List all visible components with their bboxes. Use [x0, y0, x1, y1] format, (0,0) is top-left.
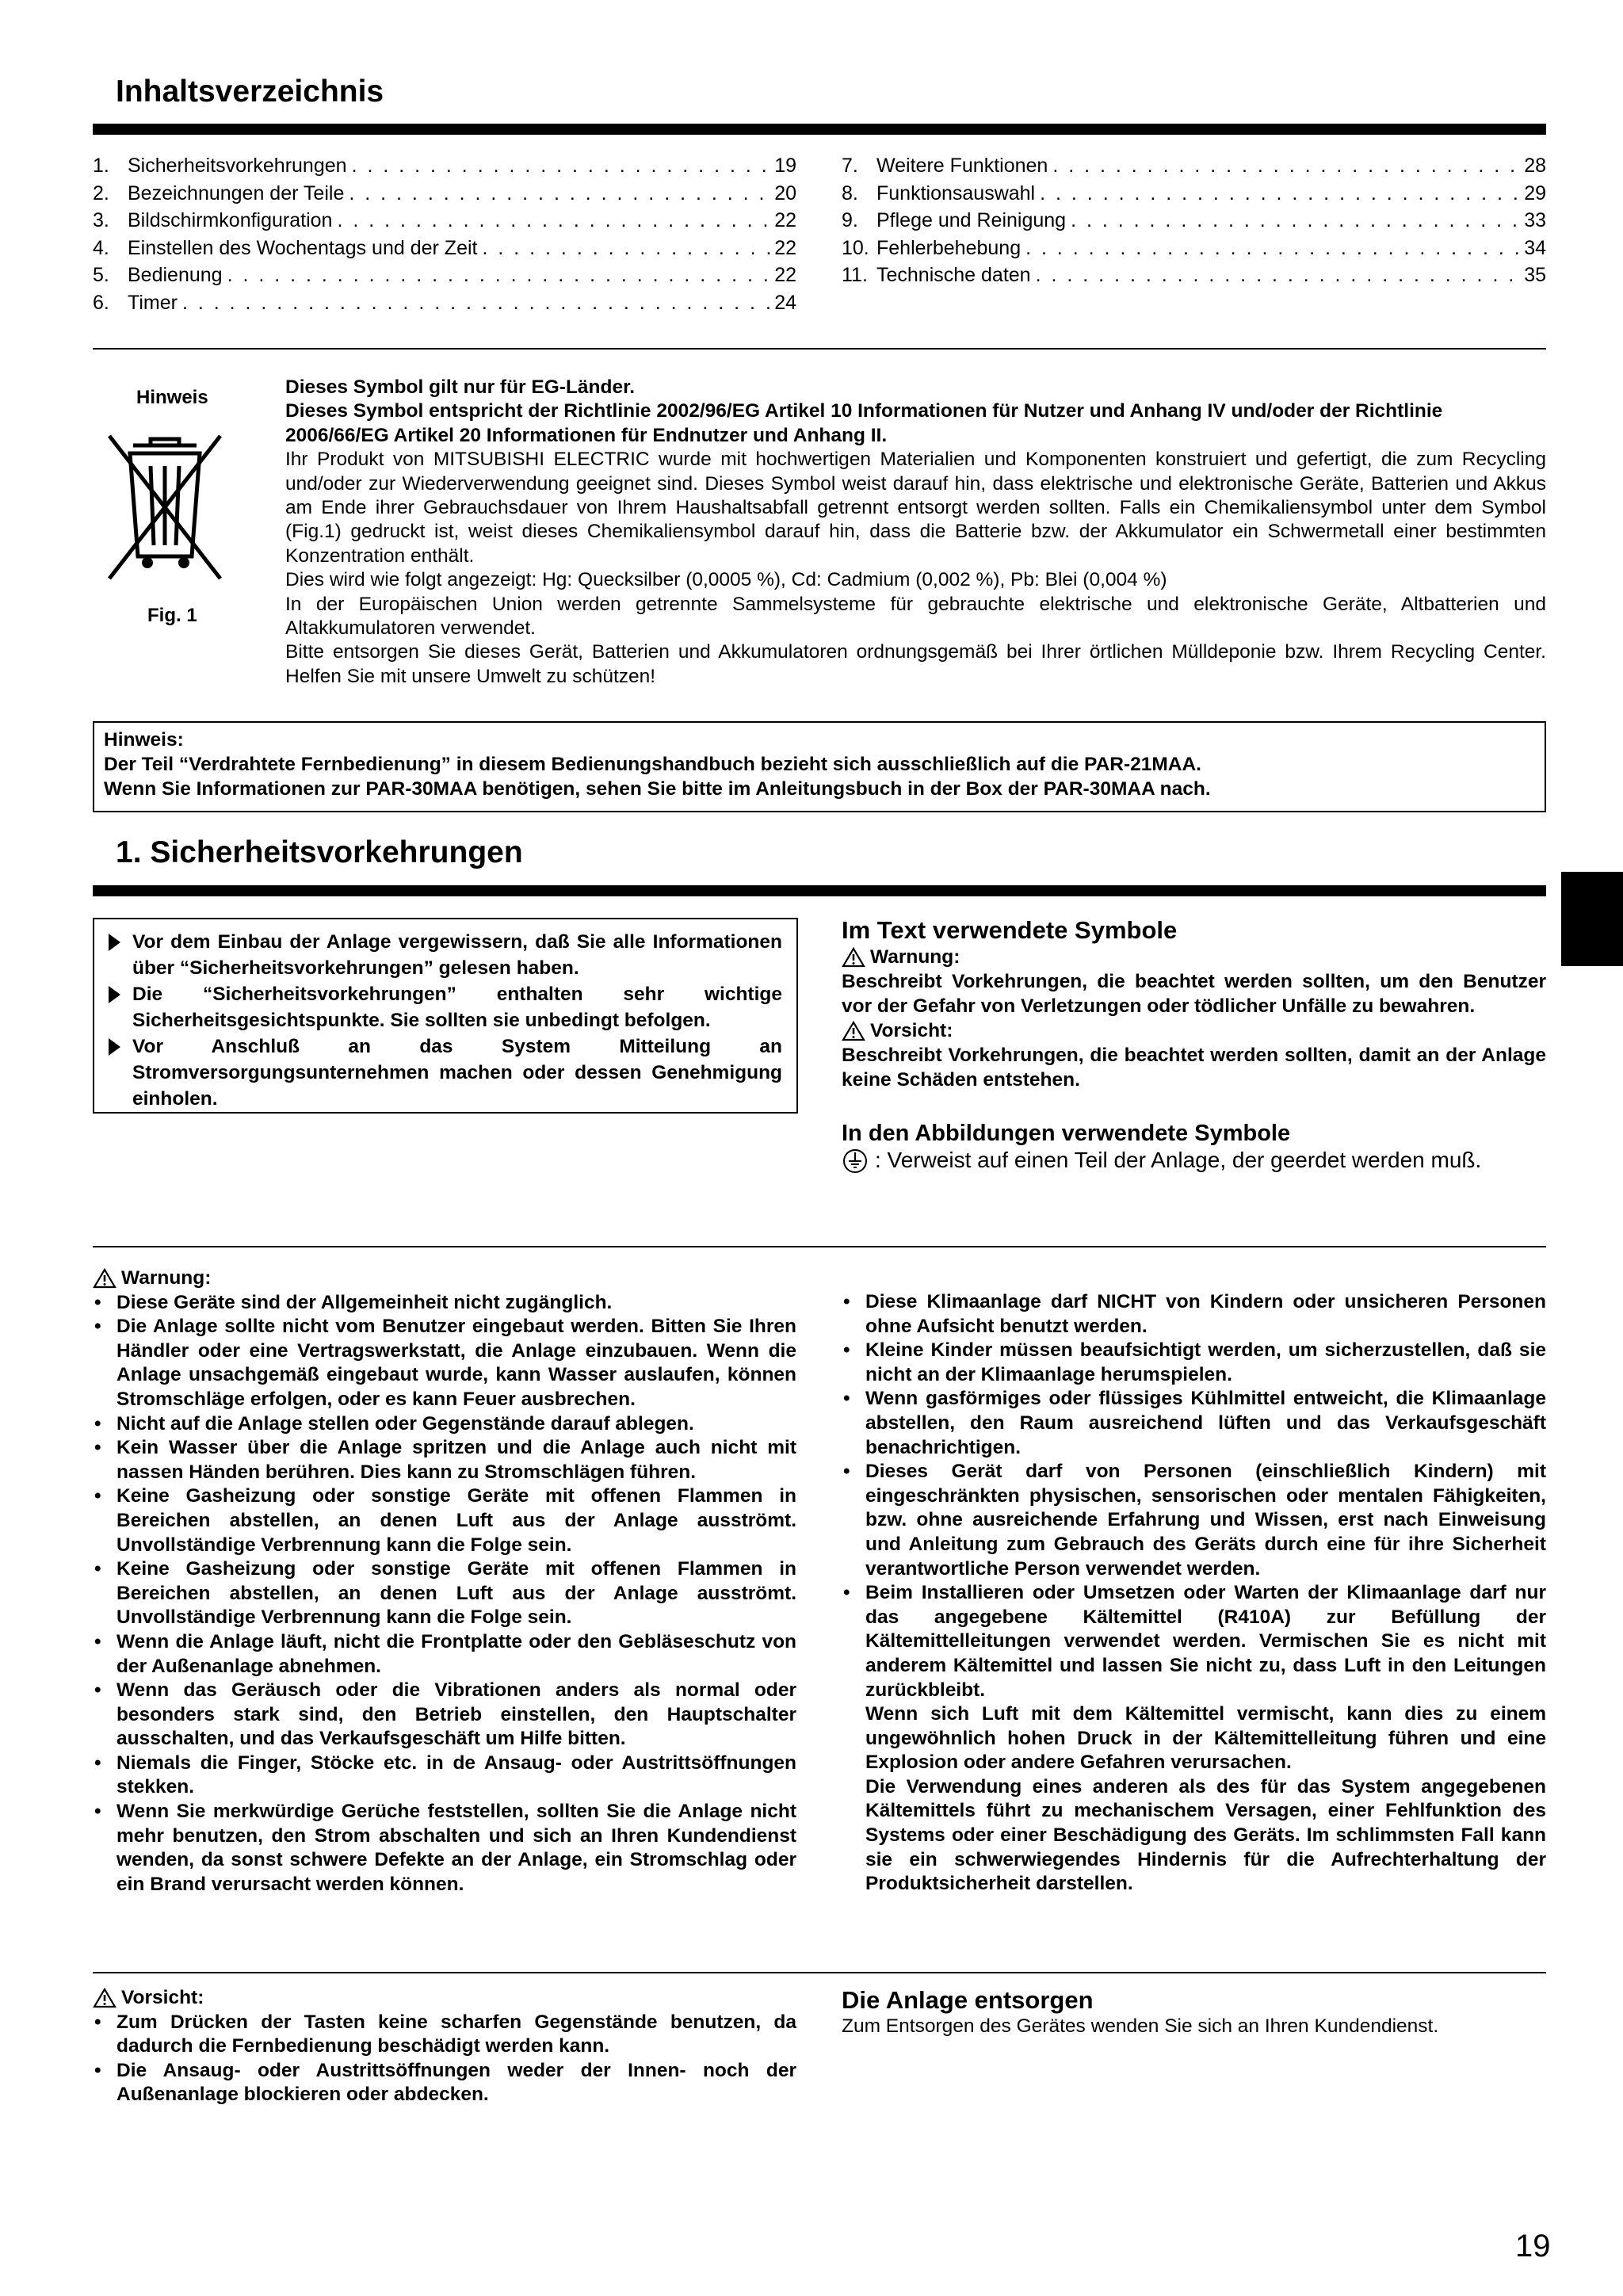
- hinweis-box: [93, 721, 1546, 812]
- toc-entry[interactable]: 2. Bezeichnungen der Teile . . . 20: [93, 180, 796, 208]
- caution-triangle-icon: [93, 1988, 116, 2008]
- vorsicht-section-label: Vorsicht:: [93, 1986, 796, 2011]
- divider: [93, 348, 1546, 350]
- hinweis-title: Hinweis:: [104, 729, 184, 751]
- warning-item: • Diese Klimaanlage darf NICHT von Kindern oder unsicheren Personen ohne Aufsicht benutzt werden.: [842, 1290, 1546, 1339]
- refrigerant-paragraph: • Beim Installieren oder Umsetzen oder Warten der Klimaanlage darf nur das angegebene Kältemittel (R410A) zur Befüllung der Kältemittelleitungen verwendet werden. Vermischen Sie es nicht mit anderem Kältemittel und lassen Sie nicht zu, dass Luft in den Leitungen zurückbleibt.: [865, 1582, 1546, 1701]
- ewaste-paragraph: Bitte entsorgen Sie dieses Gerät, Batterien und Akkumulatoren ordnungsgemäß bei Ihrer örtlichen Mülldeponie bzw. Ihrem Recycling Center. Helfen Sie mit unsere Umwelt zu schützen!: [285, 641, 1546, 687]
- toc-entry[interactable]: 10. Fehlerbehebung . . . 34: [842, 235, 1546, 262]
- refrigerant-paragraph: Die Verwendung eines anderen als des für das System angegebenen Kältemittels führt zu mechanischem Versagen, einer Fehlfunktion des Systems oder einer Beschädigung des Geräts. Im schlimmsten Fall kann sie ein schwerwiegendes Hindernis für die Aufrechterhaltung der Produktsicherheit darstellen.: [865, 1775, 1546, 1895]
- warning-item: • Wenn gasförmiges oder flüssiges Kühlmittel entweicht, die Klimaanlage abstellen, den Raum ausreichend lüften und das Verkaufsgeschäft benachrichtigen.: [842, 1387, 1546, 1460]
- ewaste-paragraph: Ihr Produkt von MITSUBISHI ELECTRIC wurde mit hochwertigen Materialien und Komponenten konstruiert und gefertigt, die zum Recycling und/oder zur Wiederverwendung geeignet sind. Dieses Symbol weist darauf hin, dass elektrische und elektronische Geräte, Batterien und Akkus am Ende ihrer Gebrauchsdauer von Ihrem Haushaltsabfall getrennt entsorgt werden sollten. Falls ein Chemikaliensymbol unter dem Symbol (Fig.1) gedruckt ist, weist dieses Chemikaliensymbol darauf hin, dass die Batterie bzw. der Akkumulator ein Schwermetall einer bestimmten Konzentration enthält.: [285, 449, 1546, 567]
- toc-entry[interactable]: 5. Bedienung . . . 22: [93, 262, 796, 289]
- toc-right: [842, 152, 1546, 289]
- warning-item: • Keine Gasheizung oder sonstige Geräte mit offenen Flammen in Bereichen abstellen, an denen Luft aus der Anlage ausströmt. Unvollständige Verbrennung kann die Folge sein.: [93, 1557, 796, 1630]
- ground-text: : Verweist auf einen Teil der Anlage, der geerdet werden muß.: [875, 1148, 1482, 1172]
- caution-item: • Die Ansaug- oder Austrittsöffnungen weder der Innen- noch der Außenanlage blockieren oder abdecken.: [93, 2059, 796, 2107]
- toc-entry[interactable]: 1. Sicherheitsvorkehrungen . . . 19: [93, 152, 796, 180]
- disposal-title: Die Anlage entsorgen: [842, 1986, 1094, 2014]
- warnings-right: [842, 1290, 1546, 1897]
- intro-box: [93, 918, 798, 1114]
- warnung-text: Beschreibt Vorkehrungen, die beachtet werden sollten, um den Benutzer vor der Gefahr von Verletzungen oder tödlicher Unfälle zu bewahren.: [842, 971, 1546, 1017]
- disposal-block: [842, 1986, 1546, 2038]
- warning-item: • Die Anlage sollte nicht vom Benutzer eingebaut werden. Bitten Sie Ihren Händler oder eine Vertragswerkstatt, die Anlage einzubauen. Wenn die Anlage unsachgemäß eingebaut wurde, kann Wasser auslaufen, können Stromschläge erfolgen, oder es kann Feuer ausbrechen.: [93, 1315, 796, 1412]
- toc-entry[interactable]: 4. Einstellen des Wochentags und der Zeit . . . 22: [93, 235, 796, 262]
- warning-item: • Diese Geräte sind der Allgemeinheit nicht zugänglich.: [93, 1291, 796, 1316]
- warning-item: [842, 1581, 1546, 1897]
- divider: [93, 1246, 1546, 1247]
- fig-caption: Fig. 1: [147, 605, 197, 626]
- caution-item: • Zum Drücken der Tasten keine scharfen Gegenstände benutzen, da dadurch die Fernbedienung beschädigt werden kann.: [93, 2011, 796, 2059]
- warning-item: • Wenn die Anlage läuft, nicht die Frontplatte oder den Gebläseschutz von der Außenanlage abnehmen.: [93, 1630, 796, 1679]
- toc-rule: [93, 124, 1546, 135]
- ground-icon: [842, 1148, 869, 1175]
- warning-item: • Niemals die Finger, Stöcke etc. in de Ansaug- oder Austrittsöffnungen stekken.: [93, 1752, 796, 1800]
- warning-triangle-icon: [842, 947, 865, 968]
- ewaste-label: Hinweis: [136, 387, 208, 408]
- ewaste-bold-line: Dieses Symbol gilt nur für EG-Länder.: [285, 376, 636, 398]
- hinweis-line: Wenn Sie Informationen zur PAR-30MAA benötigen, sehen Sie bitte im Anleitungsbuch in der Box der PAR-30MAA nach.: [104, 778, 1211, 800]
- refrigerant-paragraph: Wenn sich Luft mit dem Kältemittel vermischt, kann dies zu einem ungewöhnlich hohen Druck in der Kältemittelleitung führen und eine Explosion oder andere Gefahren verursachen.: [865, 1703, 1546, 1774]
- warning-item: • Wenn das Geräusch oder die Vibrationen anders als normal oder besonders stark sind, den Betrieb einstellen, den Hauptschalter ausschalten, und das Verkaufsgeschäft um Hilfe bitten.: [93, 1679, 796, 1752]
- section-rule: [93, 885, 1546, 896]
- warning-item: • Wenn Sie merkwürdige Gerüche feststellen, sollten Sie die Anlage nicht mehr benutzen, den Strom abschalten und sich an Ihren Kundendienst wenden, da sonst schwere Defekte an der Anlage, ein Stromschlag oder ein Brand verursacht werden können.: [93, 1800, 796, 1897]
- toc-entry[interactable]: 8. Funktionsauswahl . . . 29: [842, 180, 1546, 208]
- warning-item: • Kein Wasser über die Anlage spritzen und die Anlage auch nicht mit nassen Händen berühren. Dies kann zu Stromschlägen führen.: [93, 1436, 796, 1484]
- vorsicht-label: Vorsicht:: [842, 1018, 1546, 1043]
- section-title: 1. Sicherheitsvorkehrungen: [116, 835, 523, 869]
- intro-item: Vor Anschluß an das System Mitteilung an Stromversorgungsunternehmen machen oder dessen Genehmigung einholen.: [107, 1033, 782, 1112]
- intro-item: Vor dem Einbau der Anlage vergewissern, daß Sie alle Informationen über “Sicherheitsvorkehrungen” gelesen haben.: [107, 929, 782, 981]
- toc-entry[interactable]: 9. Pflege und Reinigung . . . 33: [842, 207, 1546, 235]
- warning-triangle-icon: [93, 1268, 116, 1289]
- toc-entry[interactable]: 3. Bildschirmkonfiguration . . . 22: [93, 207, 796, 235]
- toc-title: Inhaltsverzeichnis: [116, 74, 384, 109]
- ewaste-paragraph: Dies wird wie folgt angezeigt: Hg: Quecksilber (0,0005 %), Cd: Cadmium (0,002 %), Pb: Blei (0,004 %): [285, 569, 1167, 591]
- crossed-bin-icon: [101, 428, 228, 586]
- fig-symbols-title: In den Abbildungen verwendete Symbole: [842, 1121, 1291, 1146]
- toc-entry[interactable]: 11. Technische daten . . . 35: [842, 262, 1546, 289]
- warnings-label: Warnung:: [93, 1266, 796, 1291]
- symbols-title: Im Text verwendete Symbole: [842, 916, 1178, 944]
- warning-item: • Nicht auf die Anlage stellen oder Gegenstände darauf ablegen.: [93, 1412, 796, 1437]
- ewaste-paragraph: In der Europäischen Union werden getrennte Sammelsysteme für gebrauchte elektrische und elektronische Geräte, Altbatterien und Altakkumulatoren verwendet.: [285, 593, 1546, 640]
- chapter-tab-marker: [1561, 872, 1623, 966]
- warning-item: • Dieses Gerät darf von Personen (einschließlich Kindern) mit eingeschränkten physischen, sensorischen oder mentalen Fähigkeiten, bzw. ohne ausreichende Erfahrung und Wissen, erst nach Einweisung und Anleitung zum Gebrauch des Geräts durch eine für ihre Sicherheit verantwortliche Person verwendet werden.: [842, 1460, 1546, 1581]
- divider: [93, 1972, 1546, 1973]
- warnings-left: [93, 1266, 796, 1897]
- ewaste-text: [285, 376, 1546, 689]
- vorsicht-block: [93, 1986, 796, 2107]
- disposal-text: Zum Entsorgen des Gerätes wenden Sie sich an Ihren Kundendienst.: [842, 2015, 1439, 2037]
- vorsicht-text: Beschreibt Vorkehrungen, die beachtet werden sollten, damit an der Anlage keine Schäden entstehen.: [842, 1045, 1546, 1091]
- page-number: 19: [1515, 2229, 1551, 2264]
- caution-triangle-icon: [842, 1021, 865, 1041]
- symbols-block: [842, 916, 1546, 1175]
- warning-item: • Keine Gasheizung oder sonstige Geräte mit offenen Flammen in Bereichen abstellen, an denen Luft aus der Anlage ausströmt. Unvollständige Verbrennung kann die Folge sein.: [93, 1484, 796, 1557]
- ground-row: [842, 1147, 1546, 1175]
- hinweis-line: Der Teil “Verdrahtete Fernbedienung” in diesem Bedienungshandbuch bezieht sich ausschließlich auf die PAR-21MAA.: [104, 754, 1201, 775]
- toc-left: [93, 152, 796, 316]
- warning-item: • Kleine Kinder müssen beaufsichtigt werden, um sicherzustellen, daß sie nicht an der Klimaanlage herumspielen.: [842, 1339, 1546, 1387]
- ewaste-bold-line: Dieses Symbol entspricht der Richtlinie 2002/96/EG Artikel 10 Informationen für Nutzer und Anhang IV und/oder der Richtlinie 2006/66/EG Artikel 20 Informationen für Endnutzer und Anhang II.: [285, 400, 1443, 446]
- toc-entry[interactable]: 7. Weitere Funktionen . . . 28: [842, 152, 1546, 180]
- intro-item: Die “Sicherheitsvorkehrungen” enthalten sehr wichtige Sicherheitsgesichtspunkte. Sie sollten sie unbedingt befolgen.: [107, 981, 782, 1033]
- toc-entry[interactable]: 6. Timer . . . 24: [93, 289, 796, 317]
- warnung-label: Warnung:: [842, 945, 1546, 969]
